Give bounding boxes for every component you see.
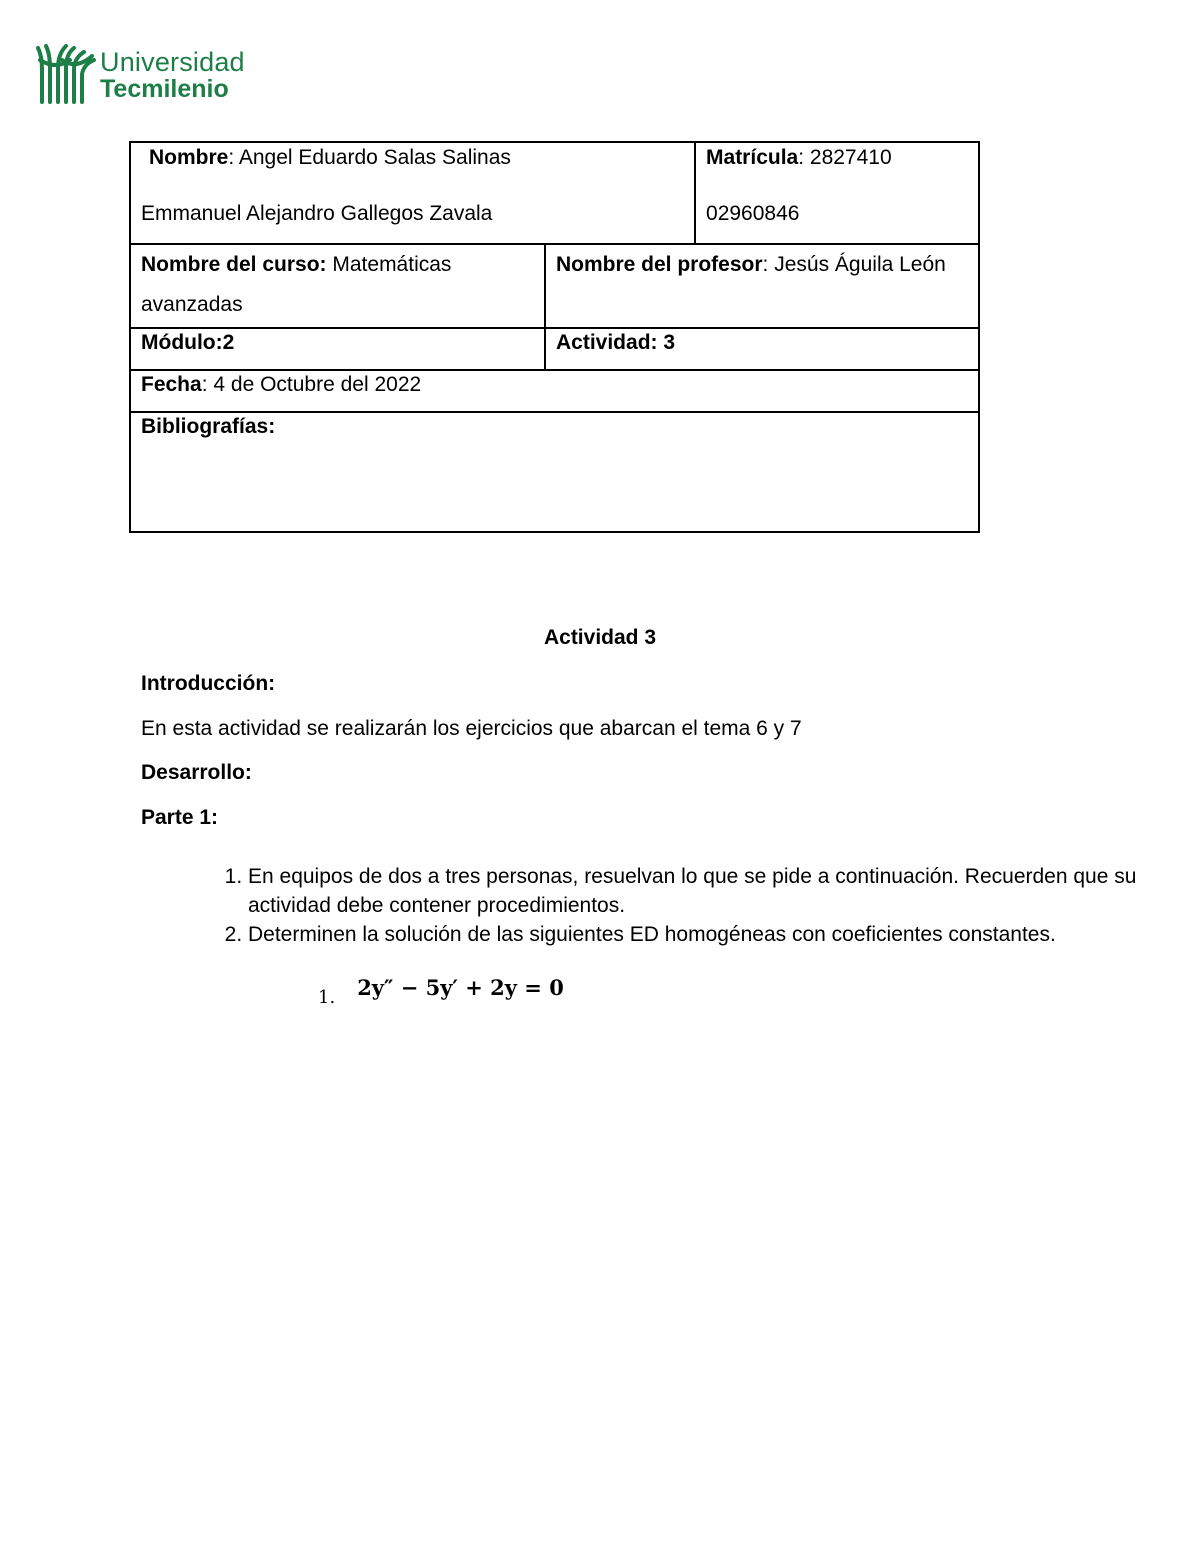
cell-bibliografias: Bibliografías: xyxy=(130,412,979,532)
equation-item xyxy=(318,975,564,1008)
student-info-table xyxy=(129,141,980,533)
desarrollo-heading: Desarrollo: xyxy=(141,761,252,784)
cell-curso xyxy=(130,244,545,328)
intro-heading: Introducción: xyxy=(141,672,276,695)
row-bibliografias xyxy=(130,412,979,532)
curso-value: Matemáticas avanzadas xyxy=(141,253,452,316)
tecmilenio-logo-icon xyxy=(36,42,98,104)
cell-nombre xyxy=(130,142,695,244)
instructions-list xyxy=(141,862,1148,949)
instruction-item: 2. Determinen la solución de las siguientes ED homogéneas con coeficientes constantes. xyxy=(248,920,1148,949)
profesor-value: : Jesús Águila León xyxy=(762,253,946,276)
curso-label: Nombre del curso: xyxy=(141,253,327,276)
row-curso xyxy=(130,244,979,328)
page-title: Actividad 3 xyxy=(543,626,657,649)
cell-profesor xyxy=(545,244,979,328)
row-names xyxy=(130,142,979,244)
university-logo xyxy=(36,42,266,106)
nombre-second: Emmanuel Alejandro Gallegos Zavala xyxy=(141,202,493,225)
row-modulo xyxy=(130,328,979,370)
equation-expression: 2y″ − 5y′ + 2y = 0 xyxy=(357,975,564,1000)
fecha-label: Fecha xyxy=(141,373,202,396)
cell-modulo: Módulo:2 xyxy=(130,328,545,370)
cell-fecha xyxy=(130,370,979,412)
matricula-second: 02960846 xyxy=(706,202,800,225)
intro-text: En esta actividad se realizarán los ejercicios que abarcan el tema 6 y 7 xyxy=(141,717,802,740)
fecha-value: : 4 de Octubre del 2022 xyxy=(201,373,422,396)
instruction-item: 1. En equipos de dos a tres personas, resuelvan lo que se pide a continuación. Recuerden que su actividad debe contener procedimientos. xyxy=(248,862,1148,920)
parte-heading: Parte 1: xyxy=(141,806,219,829)
matricula-value: : 2827410 xyxy=(798,146,892,169)
nombre-label: Nombre xyxy=(149,146,229,169)
logo-wordmark xyxy=(100,48,245,102)
logo-line-universidad: Universidad xyxy=(100,47,245,77)
cell-matricula xyxy=(695,142,979,244)
cell-actividad: Actividad: 3 xyxy=(545,328,979,370)
equation-number: 1. xyxy=(318,987,336,1008)
matricula-label: Matrícula xyxy=(706,146,799,169)
nombre-value: : Angel Eduardo Salas Salinas xyxy=(228,146,511,169)
profesor-label: Nombre del profesor xyxy=(556,253,763,276)
row-fecha xyxy=(130,370,979,412)
logo-line-tecmilenio: Tecmilenio xyxy=(100,75,229,103)
